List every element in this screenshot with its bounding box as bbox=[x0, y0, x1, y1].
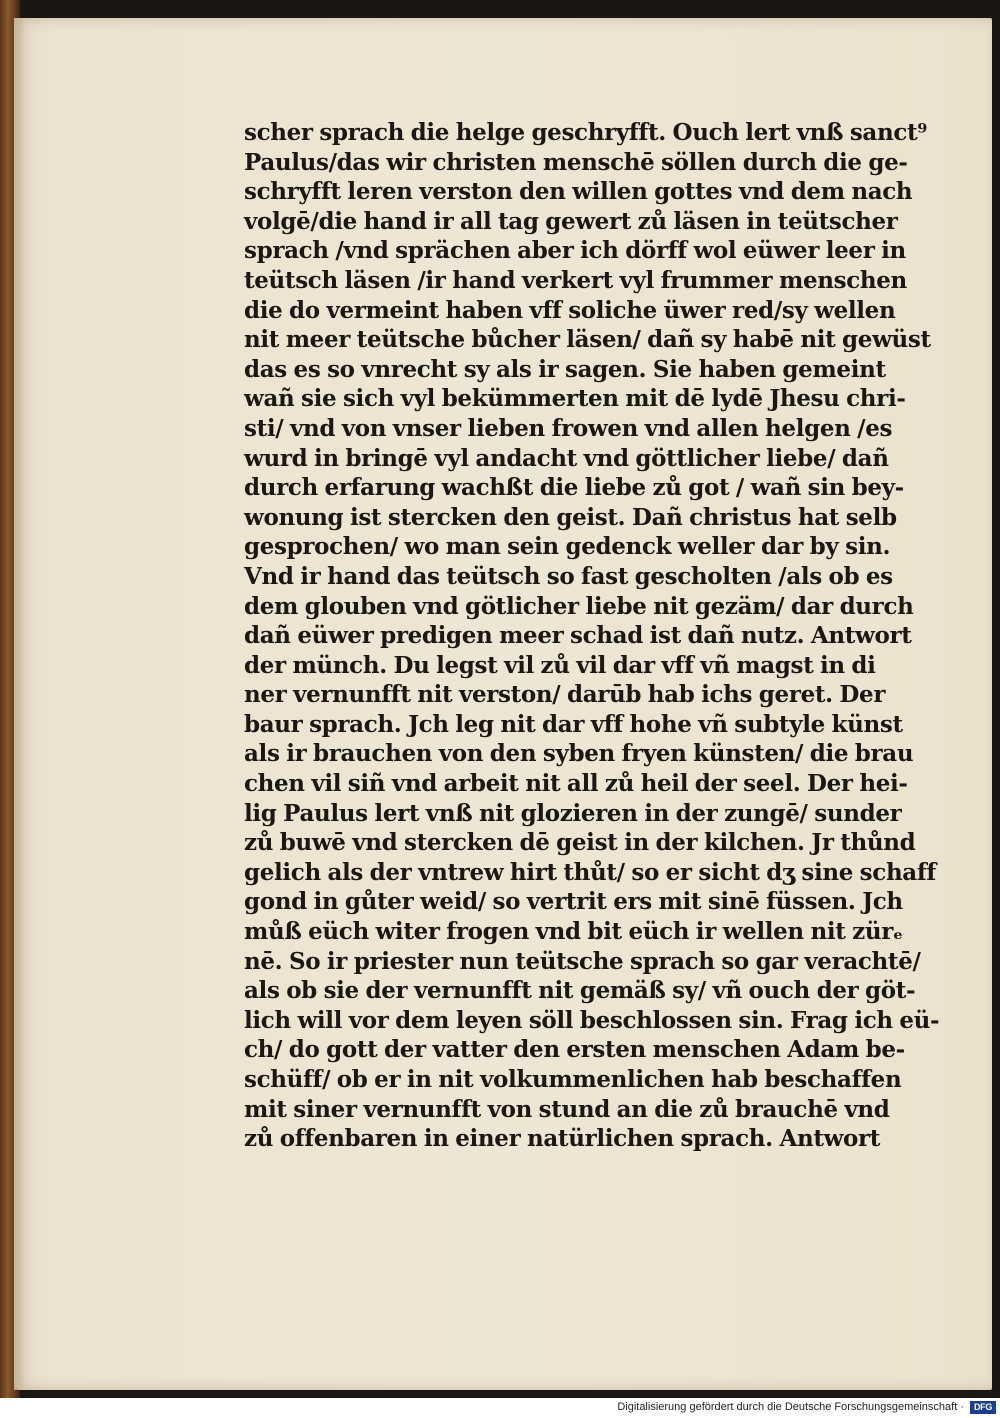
text-line: als ob sie der vernunfft nit gemäß sy/ vñ ouch der göt- bbox=[244, 977, 916, 1005]
text-line: gond in gůter weid/ so vertrit ers mit sinē füssen. Jch bbox=[244, 888, 903, 916]
text-line: lich will vor dem leyen söll beschlossen sin. Frag ich eü- bbox=[244, 1006, 940, 1034]
text-line: dañ eüwer predigen meer schad ist dañ nutz. Antwort bbox=[244, 622, 912, 650]
text-line: zů buwē vnd stercken dē geist in der kilchen. Jr thůnd bbox=[244, 829, 916, 857]
text-line: Vnd ir hand das teütsch so fast gescholten /als ob es bbox=[244, 562, 893, 590]
text-line: Paulus/das wir christen menschē söllen durch die ge- bbox=[244, 148, 908, 176]
footer-bar bbox=[0, 1398, 1000, 1418]
text-line: gelich als der vntrew hirt thůt/ so er sicht dʒ sine schaff bbox=[244, 858, 936, 886]
text-line: wurd in bringē vyl andacht vnd göttlicher liebe/ dañ bbox=[244, 444, 889, 472]
text-line: ner vernunfft nit verston/ darūb hab ichs geret. Der bbox=[244, 681, 886, 709]
text-line: der münch. Du legst vil zů vil dar vff vñ magst in di bbox=[244, 651, 876, 679]
text-line: schryfft leren verston den willen gottes vnd dem nach bbox=[244, 178, 913, 206]
text-line: nit meer teütsche bůcher läsen/ dañ sy habē nit gewüst bbox=[244, 326, 931, 354]
text-line: teütsch läsen /ir hand verkert vyl frummer menschen bbox=[244, 266, 907, 294]
text-line: durch erfarung wachßt die liebe zů got / wañ sin bey- bbox=[244, 474, 904, 502]
text-line: schüff/ ob er in nit volkummenlichen hab beschaffen bbox=[244, 1066, 902, 1093]
text-line: scher sprach die helge geschryfft. Ouch lert vnß sanct⁹ bbox=[244, 119, 927, 146]
text-line: wañ sie sich vyl bekümmerten mit dē lydē Jhesu chri- bbox=[244, 385, 906, 413]
text-line: gesprochen/ wo man sein gedenck weller dar by sin. bbox=[244, 533, 891, 561]
text-line: chen vil siñ vnd arbeit nit all zů heil der seel. Der hei- bbox=[244, 770, 908, 798]
text-line: lig Paulus lert vnß nit glozieren in der zungē/ sunder bbox=[244, 799, 902, 827]
text-line: volgē/die hand ir all tag gewert zů läsen in teütscher bbox=[244, 207, 898, 235]
text-line: ch/ do gott der vatter den ersten menschen Adam be- bbox=[244, 1036, 905, 1064]
text-line: baur sprach. Jch leg nit dar vff hohe vñ subtyle künst bbox=[244, 710, 903, 738]
text-line: dem glouben vnd götlicher liebe nit gezäm/ dar durch bbox=[244, 592, 914, 620]
text-line: nē. So ir priester nun teütsche sprach so gar verachtē/ bbox=[244, 947, 921, 975]
text-line: als ir brauchen von den syben fryen künsten/ die brau bbox=[244, 740, 914, 768]
text-line: můß eüch witer frogen vnd bit eüch ir wellen nit zürₑ bbox=[244, 918, 903, 946]
text-line: mit siner vernunfft von stund an die zů brauchē vnd bbox=[244, 1095, 890, 1123]
text-line: wonung ist stercken den geist. Dañ christus hat selb bbox=[244, 503, 897, 531]
page-gutter-shadow bbox=[14, 18, 24, 1390]
text-line: die do vermeint haben vff soliche üwer red/sy wellen bbox=[244, 296, 896, 324]
text-line: das es so vnrecht sy als ir sagen. Sie haben gemeint bbox=[244, 355, 886, 383]
text-block bbox=[244, 118, 944, 1154]
footer-credit: Digitalisierung gefördert durch die Deutsche Forschungsgemeinschaft · bbox=[617, 1401, 964, 1413]
text-line: sprach /vnd sprächen aber ich dörff wol eüwer leer in bbox=[244, 237, 906, 265]
dfg-logo: DFG bbox=[970, 1401, 996, 1414]
text-line: sti/ vnd von vnser lieben frowen vnd allen helgen /es bbox=[244, 414, 893, 442]
text-line: zů offenbaren in einer natürlichen sprach. Antwort bbox=[244, 1125, 881, 1153]
